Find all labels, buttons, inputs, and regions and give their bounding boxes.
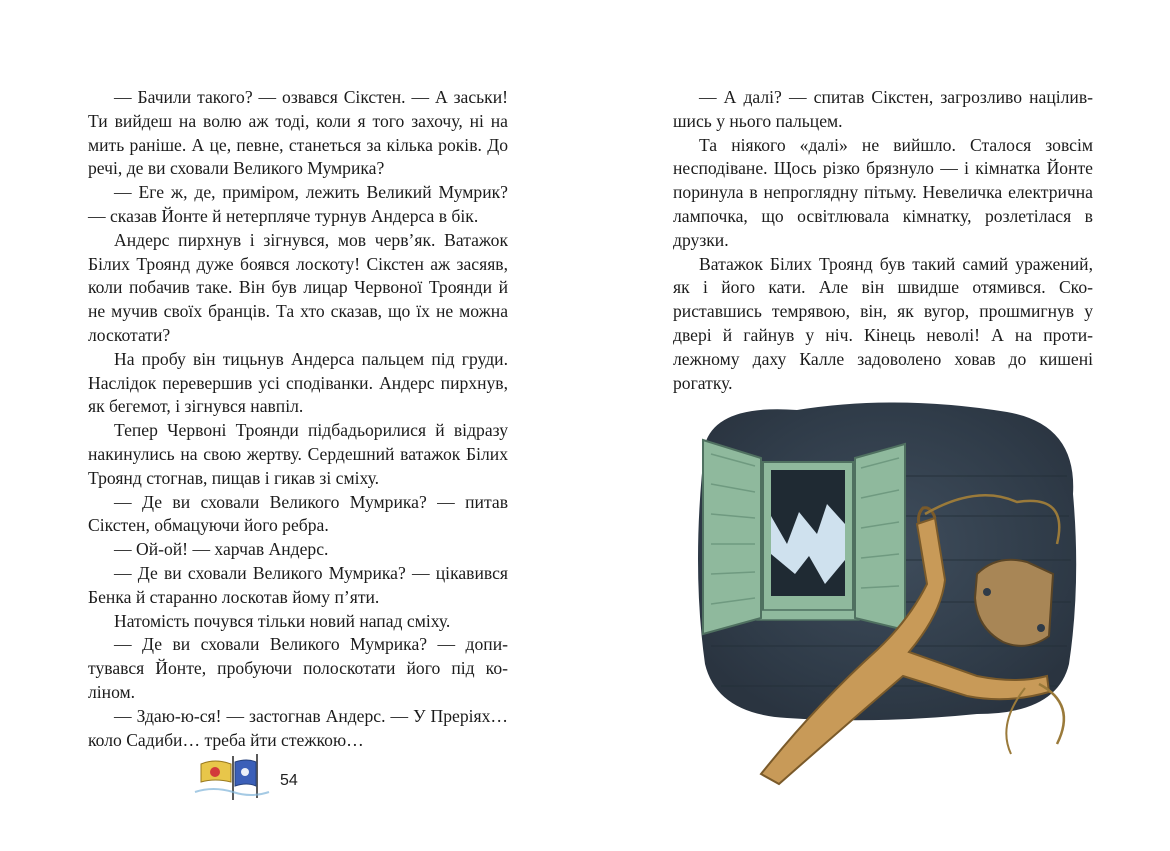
paragraph: На пробу він тицьнув Андерса пальцем під груди. Наслідок перевершив усі сподіванки. Андерс пирхнув, як бегемот, і зігнувся навпіл. — [88, 348, 508, 417]
slingshot-and-window-illustration — [677, 384, 1087, 794]
paragraph: — А далі? — спитав Сікстен, загрозливо націлившись у нього пальцем. — [673, 87, 1093, 131]
paragraph: — Де ви сховали Великого Мумрика? — питав Сікстен, обмацуючи його ребра. — [88, 491, 508, 536]
paragraph: Ватажок Білих Троянд був такий самий уражений, як і його кати. Але він швидше отямився. Скориставшись темрявою, він, як вугор, прошмигнув у двері й гайнув у ніч. Кінець неволі! А на протилежному даху Калле задоволено ховав до кишені рогатку. — [673, 253, 1093, 393]
paragraph: Натомість почувся тільки новий напад сміху. — [114, 610, 451, 631]
right-text-column — [673, 86, 1093, 395]
paragraph: — Здаю-ю-ся! — застогнав Андерс. — У Преріях… коло Садиби… треба йти стежкою… — [88, 705, 508, 750]
paragraph: Тепер Червоні Троянди підбадьорилися й відразу накинулись на свою жертву. Сердешний ватажок Білих Троянд стогнав, пищав і гикав зі сміху. — [88, 420, 508, 488]
right-page — [585, 0, 1170, 851]
paragraph: — Еге ж, де, приміром, лежить Великий Мумрик? — сказав Йонте й нетерпляче турнув Андерса в бік. — [88, 182, 508, 226]
page-footer — [193, 752, 313, 802]
paragraph: — Де ви сховали Великого Мумрика? — допитувався Йонте, пробуючи полоскотати його під коліном. — [88, 634, 508, 702]
left-text-column — [88, 86, 508, 752]
page-number: 54 — [280, 772, 298, 789]
paragraph: — Ой-ой! — харчав Андерс. — [114, 539, 329, 560]
paragraph: Андерс пирхнув і зігнувся, мов черв’як. Ватажок Білих Троянд дуже боявся лоскоту! Сікстен аж засяяв, коли побачив таке. Він був лицар Червоної Троянди й не мучив своїх бранців. Та хто сказав, що їх не можна лоскотати? — [88, 229, 508, 345]
paragraph: Та ніякого «далі» не вийшло. Сталося зовсім несподіване. Щось різко брязнуло — і кімнатка Йонте поринула в непроглядну пітьму. Невеличка електрична лампочка, що освітлювала кімнатку, розлетілася в друзки. — [673, 134, 1093, 250]
paragraph: — Де ви сховали Великого Мумрика? — цікавився Бенка й старанно лоскотав йому п’яти. — [88, 562, 508, 607]
paragraph: — Бачили такого? — озвався Сікстен. — А заськи! Ти вийдеш на волю аж тоді, коли я того захочу, ні на мить раніше. А це, певне, станеться за кілька років. До речі, де ви сховали Великого Мумрика? — [88, 87, 508, 179]
flags-icon — [193, 752, 273, 802]
